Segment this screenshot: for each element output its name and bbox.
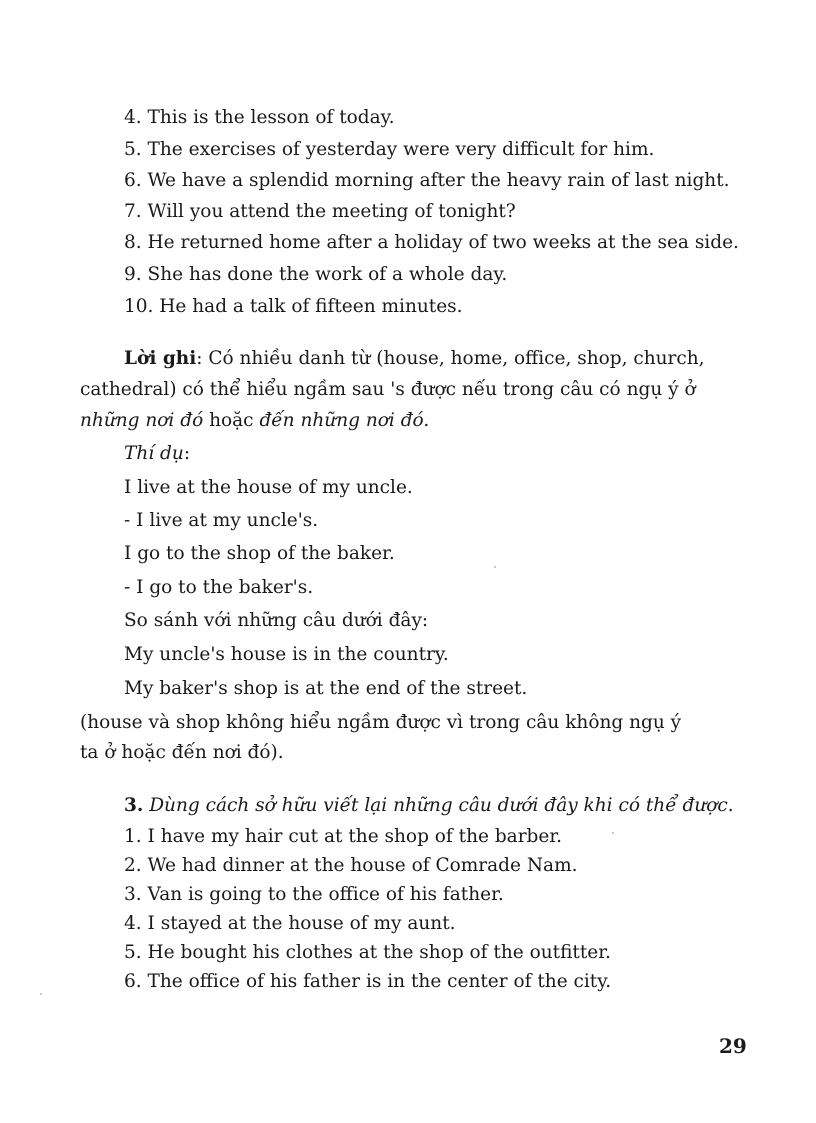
example-line: I live at the house of my uncle.	[124, 477, 413, 498]
scan-speck	[494, 566, 496, 568]
example-line: My uncle's house is in the country.	[124, 644, 449, 665]
exercise3-item: 6. The office of his father is in the center of the city.	[124, 971, 612, 992]
example-line: - I live at my uncle's.	[124, 510, 319, 531]
exercise3-item: 1. I have my hair cut at the shop of the barber.	[124, 826, 563, 847]
note-line-2: cathedral) có thể hiểu ngầm sau 's được nếu trong câu có ngụ ý ở	[80, 379, 696, 400]
note-plain: hoặc	[203, 410, 260, 431]
explanation-line-1: (house và shop không hiểu ngầm được vì trong câu không ngụ ý	[80, 712, 682, 733]
exercise-item: 9. She has done the work of a whole day.	[124, 264, 508, 285]
exercise-item: 5. The exercises of yesterday were very difficult for him.	[124, 139, 655, 160]
note-line-1	[124, 348, 705, 370]
exercise3-number: 3.	[124, 795, 144, 816]
examples-label-suffix: :	[183, 443, 191, 464]
exercise-item: 8. He returned home after a holiday of two weeks at the sea side.	[124, 232, 739, 253]
examples-label: Thí dụ	[124, 443, 184, 464]
exercise3-heading	[124, 795, 734, 817]
scan-speck	[40, 993, 42, 995]
exercise-item: 4. This is the lesson of today.	[124, 107, 395, 128]
exercise3-instruction: Dùng cách sở hữu viết lại những câu dưới đây khi có thể được.	[149, 795, 734, 816]
exercise-item: 6. We have a splendid morning after the heavy rain of last night.	[124, 170, 730, 191]
exercise-item: 10. He had a talk of fifteen minutes.	[124, 296, 463, 317]
exercise-item: 7. Will you attend the meeting of tonight?	[124, 201, 516, 222]
scan-speck	[612, 832, 614, 834]
explanation-line-2: ta ở hoặc đến nơi đó).	[80, 742, 284, 763]
note-text: : Có nhiều danh từ (house, home, office, shop, church,	[196, 348, 705, 369]
exercise3-item: 4. I stayed at the house of my aunt.	[124, 913, 456, 934]
note-italic-a: những nơi đó	[80, 410, 204, 431]
note-italic-b: đến những nơi đó.	[259, 410, 430, 431]
note-label: Lời ghi	[124, 348, 197, 369]
page-number: 29	[719, 1034, 747, 1058]
exercise3-item: 3. Van is going to the office of his father.	[124, 884, 504, 905]
exercise3-item: 2. We had dinner at the house of Comrade Nam.	[124, 855, 578, 876]
example-line: I go to the shop of the baker.	[124, 543, 395, 564]
examples-heading	[124, 443, 190, 465]
example-line: - I go to the baker's.	[124, 577, 314, 598]
note-line-3	[80, 410, 429, 432]
example-line: So sánh với những câu dưới đây:	[124, 610, 429, 631]
example-line: My baker's shop is at the end of the street.	[124, 678, 528, 699]
exercise3-item: 5. He bought his clothes at the shop of the outfitter.	[124, 942, 611, 963]
